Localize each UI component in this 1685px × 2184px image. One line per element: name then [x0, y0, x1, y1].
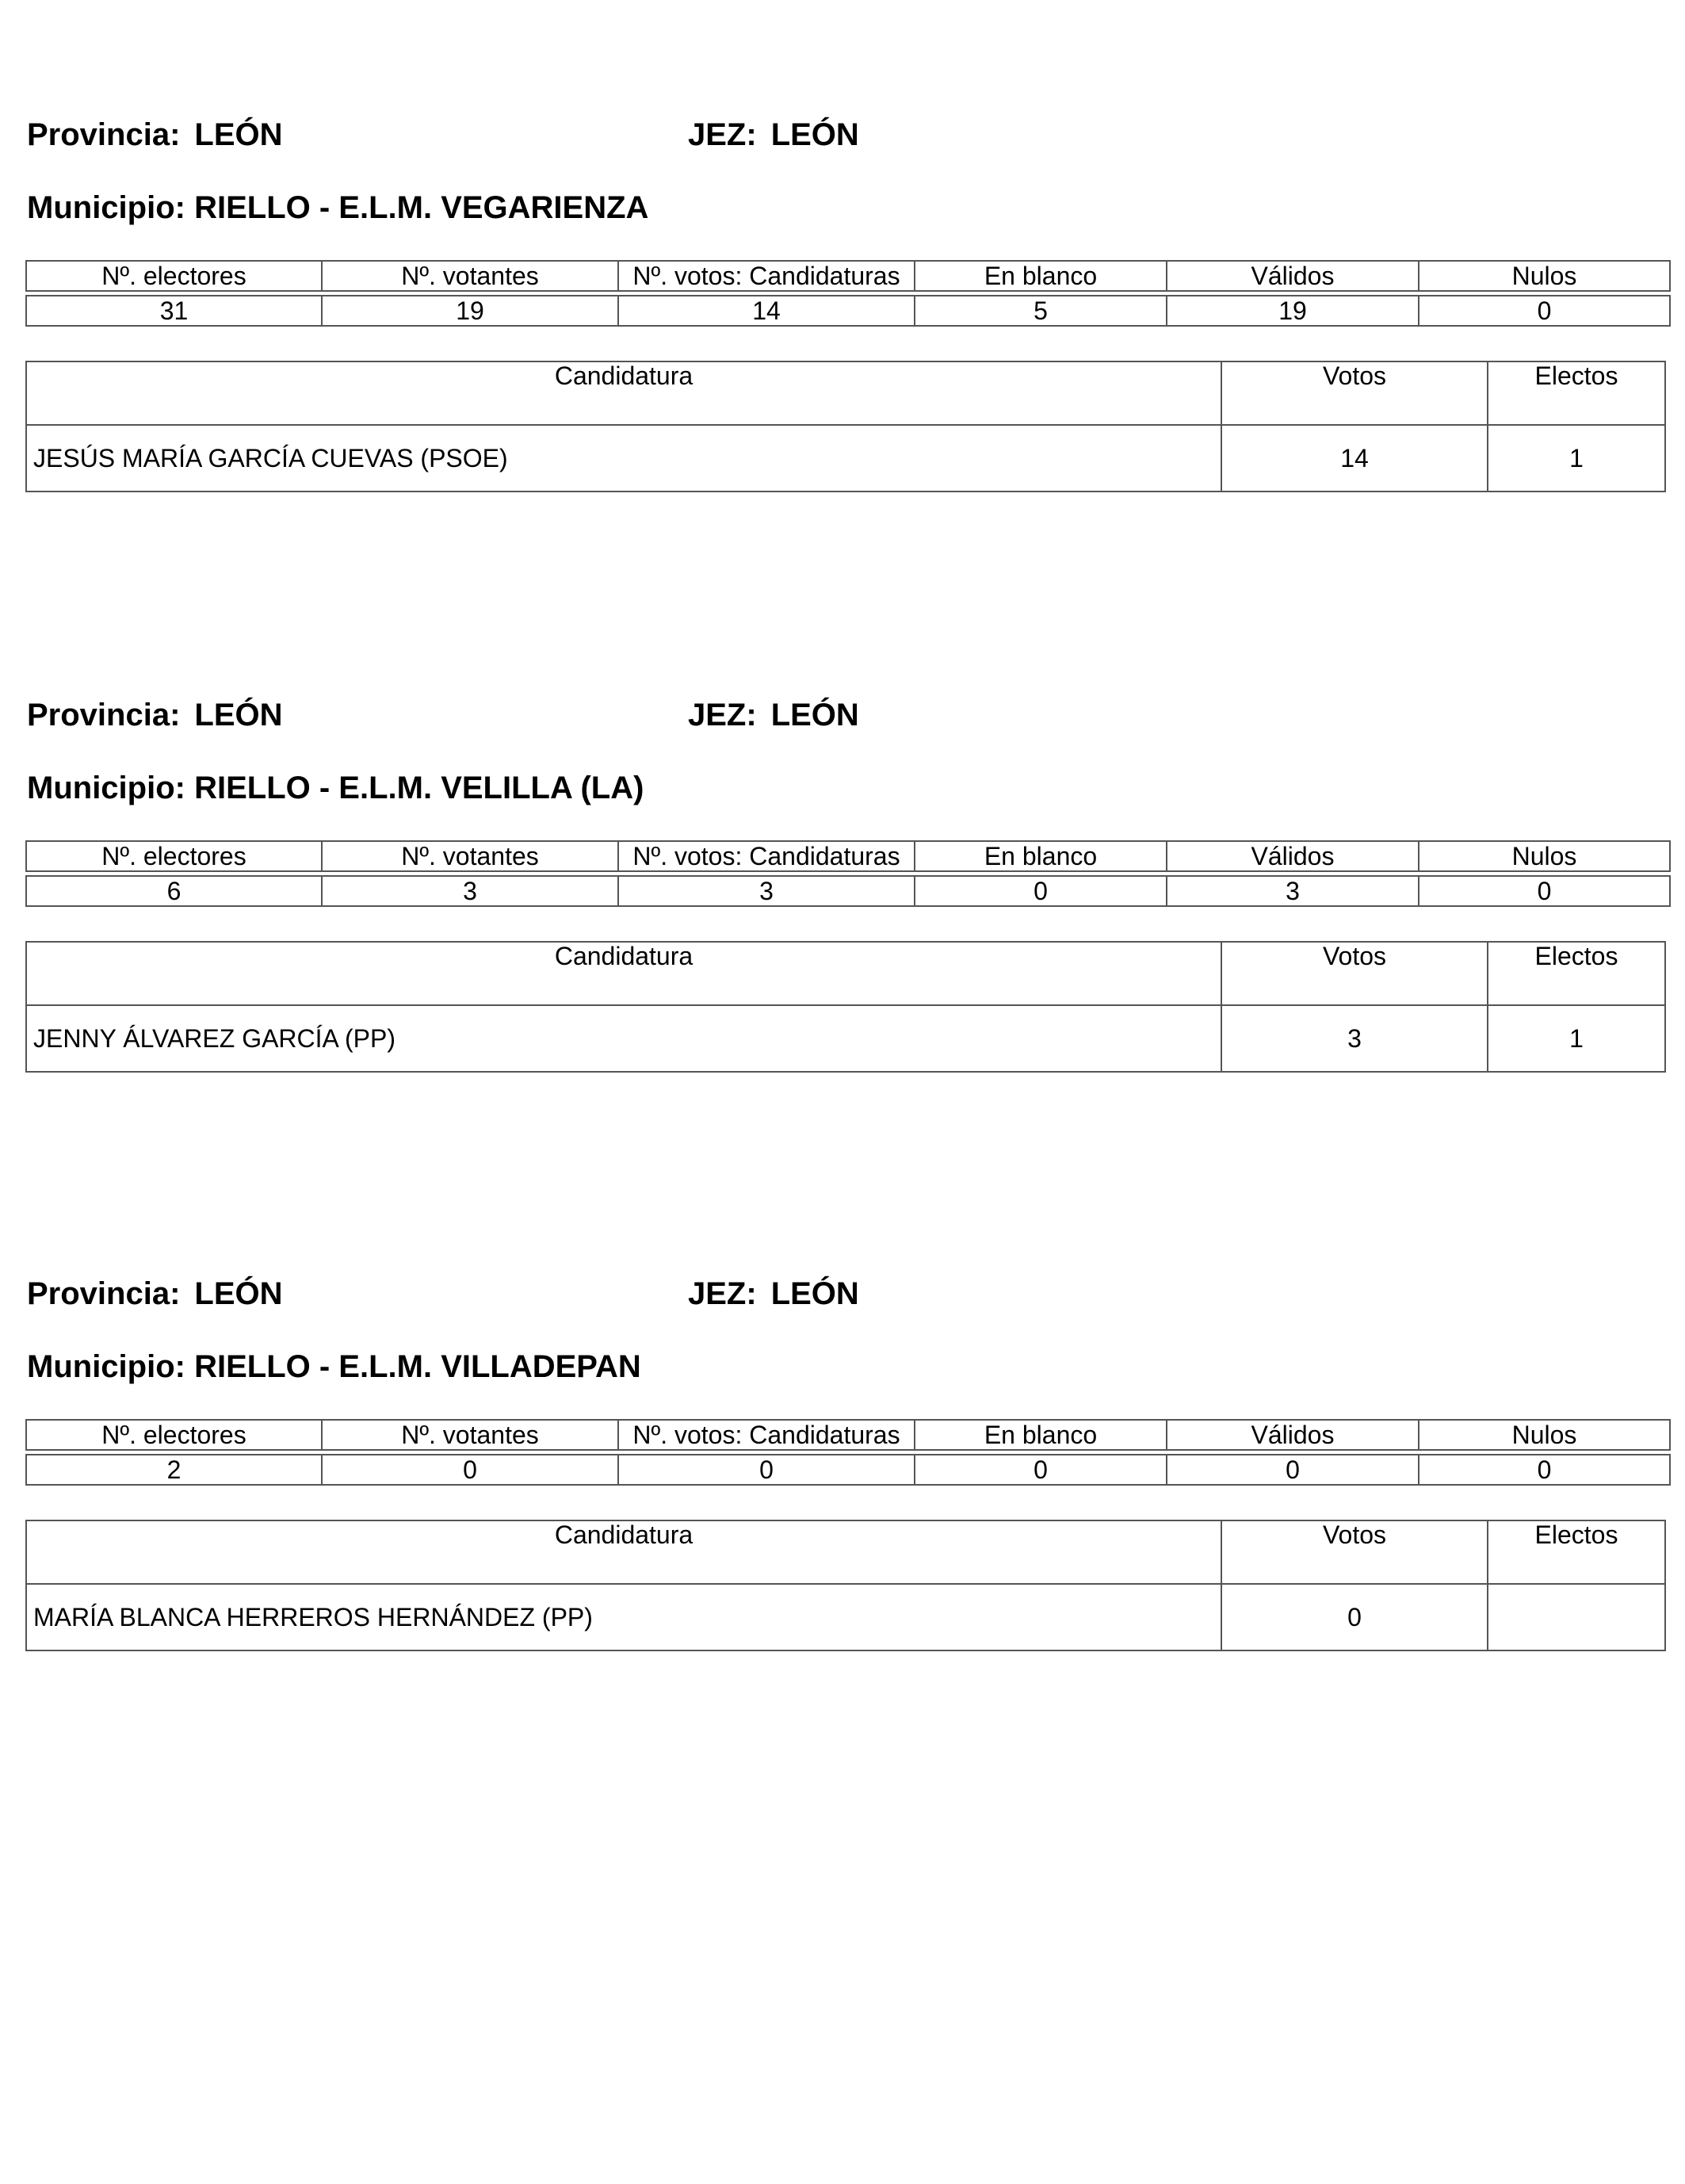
- candidate-name: JESÚS MARÍA GARCÍA CUEVAS (PSOE): [26, 425, 1221, 491]
- stats-value-row: [25, 1454, 1671, 1486]
- provincia-label: Provincia:: [27, 1276, 181, 1311]
- candidate-electos: 1: [1488, 1005, 1665, 1072]
- candidate-row: [26, 425, 1665, 491]
- stats-header-votos-candidaturas: Nº. votos: Candidaturas: [617, 840, 914, 872]
- stats-header-votos-candidaturas: Nº. votos: Candidaturas: [617, 1419, 914, 1451]
- jez-label: JEZ:: [688, 117, 757, 152]
- provincia-label: Provincia:: [27, 117, 181, 152]
- candidate-votos: 3: [1221, 1005, 1488, 1072]
- candidate-electos: 1: [1488, 425, 1665, 491]
- stats-value-nulos: 0: [1418, 1454, 1671, 1486]
- stats-header-votantes: Nº. votantes: [321, 840, 617, 872]
- jez-label: JEZ:: [688, 1276, 757, 1311]
- stats-value-electores: 6: [25, 875, 321, 907]
- stats-header-en-blanco: En blanco: [914, 840, 1166, 872]
- candidate-electos: [1488, 1584, 1665, 1650]
- stats-table: [25, 257, 1671, 330]
- electos-header: Electos: [1488, 361, 1665, 425]
- stats-header-electores: Nº. electores: [25, 1419, 321, 1451]
- stats-value-votantes: 19: [321, 295, 617, 327]
- municipality-section: [25, 0, 1660, 472]
- stats-value-nulos: 0: [1418, 295, 1671, 327]
- candidates-header-row: [26, 361, 1665, 425]
- provincia-line: [27, 696, 283, 734]
- stats-value-validos: 19: [1166, 295, 1418, 327]
- stats-header-votos-candidaturas: Nº. votos: Candidaturas: [617, 260, 914, 292]
- votos-header: Votos: [1221, 1520, 1488, 1584]
- stats-table: [25, 837, 1671, 910]
- candidates-table: [25, 941, 1666, 1073]
- municipio-label: Municipio:: [27, 1349, 185, 1384]
- stats-header-nulos: Nulos: [1418, 1419, 1671, 1451]
- municipio-label: Municipio:: [27, 190, 185, 225]
- municipio-line: [27, 189, 648, 227]
- provincia-value: LEÓN: [194, 1276, 283, 1311]
- municipio-label: Municipio:: [27, 771, 185, 805]
- stats-header-validos: Válidos: [1166, 840, 1418, 872]
- municipality-section: [25, 580, 1660, 1053]
- stats-header-votantes: Nº. votantes: [321, 260, 617, 292]
- candidatura-header: Candidatura: [26, 1520, 1221, 1584]
- stats-value-votantes: 0: [321, 1454, 617, 1486]
- stats-header-electores: Nº. electores: [25, 260, 321, 292]
- stats-value-validos: 3: [1166, 875, 1418, 907]
- stats-value-nulos: 0: [1418, 875, 1671, 907]
- municipio-value: RIELLO - E.L.M. VELILLA (LA): [194, 771, 644, 805]
- stats-table: [25, 1416, 1671, 1489]
- stats-header-en-blanco: En blanco: [914, 260, 1166, 292]
- municipio-value: RIELLO - E.L.M. VEGARIENZA: [194, 190, 649, 225]
- stats-value-row: [25, 295, 1671, 327]
- stats-value-votos-candidaturas: 14: [617, 295, 914, 327]
- candidatura-header: Candidatura: [26, 361, 1221, 425]
- stats-header-nulos: Nulos: [1418, 260, 1671, 292]
- stats-value-votos-candidaturas: 3: [617, 875, 914, 907]
- candidates-table: [25, 1520, 1666, 1651]
- provincia-label: Provincia:: [27, 698, 181, 732]
- electos-header: Electos: [1488, 942, 1665, 1005]
- candidatura-header: Candidatura: [26, 942, 1221, 1005]
- candidates-header-row: [26, 1520, 1665, 1584]
- candidate-name: JENNY ÁLVAREZ GARCÍA (PP): [26, 1005, 1221, 1072]
- jez-value: LEÓN: [770, 1276, 859, 1311]
- stats-header-electores: Nº. electores: [25, 840, 321, 872]
- candidate-name: MARÍA BLANCA HERREROS HERNÁNDEZ (PP): [26, 1584, 1221, 1650]
- provincia-line: [27, 116, 283, 154]
- jez-value: LEÓN: [770, 117, 859, 152]
- candidate-votos: 0: [1221, 1584, 1488, 1650]
- stats-value-votantes: 3: [321, 875, 617, 907]
- candidates-table: [25, 361, 1666, 492]
- jez-line: [688, 116, 859, 154]
- candidate-row: [26, 1584, 1665, 1650]
- municipio-value: RIELLO - E.L.M. VILLADEPAN: [194, 1349, 641, 1384]
- jez-line: [688, 696, 859, 734]
- stats-header-row: [25, 1419, 1671, 1451]
- electos-header: Electos: [1488, 1520, 1665, 1584]
- stats-header-nulos: Nulos: [1418, 840, 1671, 872]
- stats-value-en-blanco: 0: [914, 1454, 1166, 1486]
- stats-header-validos: Válidos: [1166, 260, 1418, 292]
- stats-header-validos: Válidos: [1166, 1419, 1418, 1451]
- provincia-value: LEÓN: [194, 698, 283, 732]
- stats-value-electores: 31: [25, 295, 321, 327]
- stats-value-votos-candidaturas: 0: [617, 1454, 914, 1486]
- jez-value: LEÓN: [770, 698, 859, 732]
- jez-line: [688, 1275, 859, 1313]
- candidate-row: [26, 1005, 1665, 1072]
- jez-label: JEZ:: [688, 698, 757, 732]
- provincia-value: LEÓN: [194, 117, 283, 152]
- candidates-header-row: [26, 942, 1665, 1005]
- stats-value-validos: 0: [1166, 1454, 1418, 1486]
- stats-value-electores: 2: [25, 1454, 321, 1486]
- stats-header-row: [25, 840, 1671, 872]
- votos-header: Votos: [1221, 361, 1488, 425]
- stats-header-en-blanco: En blanco: [914, 1419, 1166, 1451]
- provincia-line: [27, 1275, 283, 1313]
- municipality-section: [25, 1159, 1660, 1631]
- stats-value-row: [25, 875, 1671, 907]
- candidate-votos: 14: [1221, 425, 1488, 491]
- municipio-line: [27, 1348, 641, 1386]
- stats-header-votantes: Nº. votantes: [321, 1419, 617, 1451]
- votos-header: Votos: [1221, 942, 1488, 1005]
- municipio-line: [27, 769, 644, 807]
- stats-value-en-blanco: 5: [914, 295, 1166, 327]
- stats-value-en-blanco: 0: [914, 875, 1166, 907]
- stats-header-row: [25, 260, 1671, 292]
